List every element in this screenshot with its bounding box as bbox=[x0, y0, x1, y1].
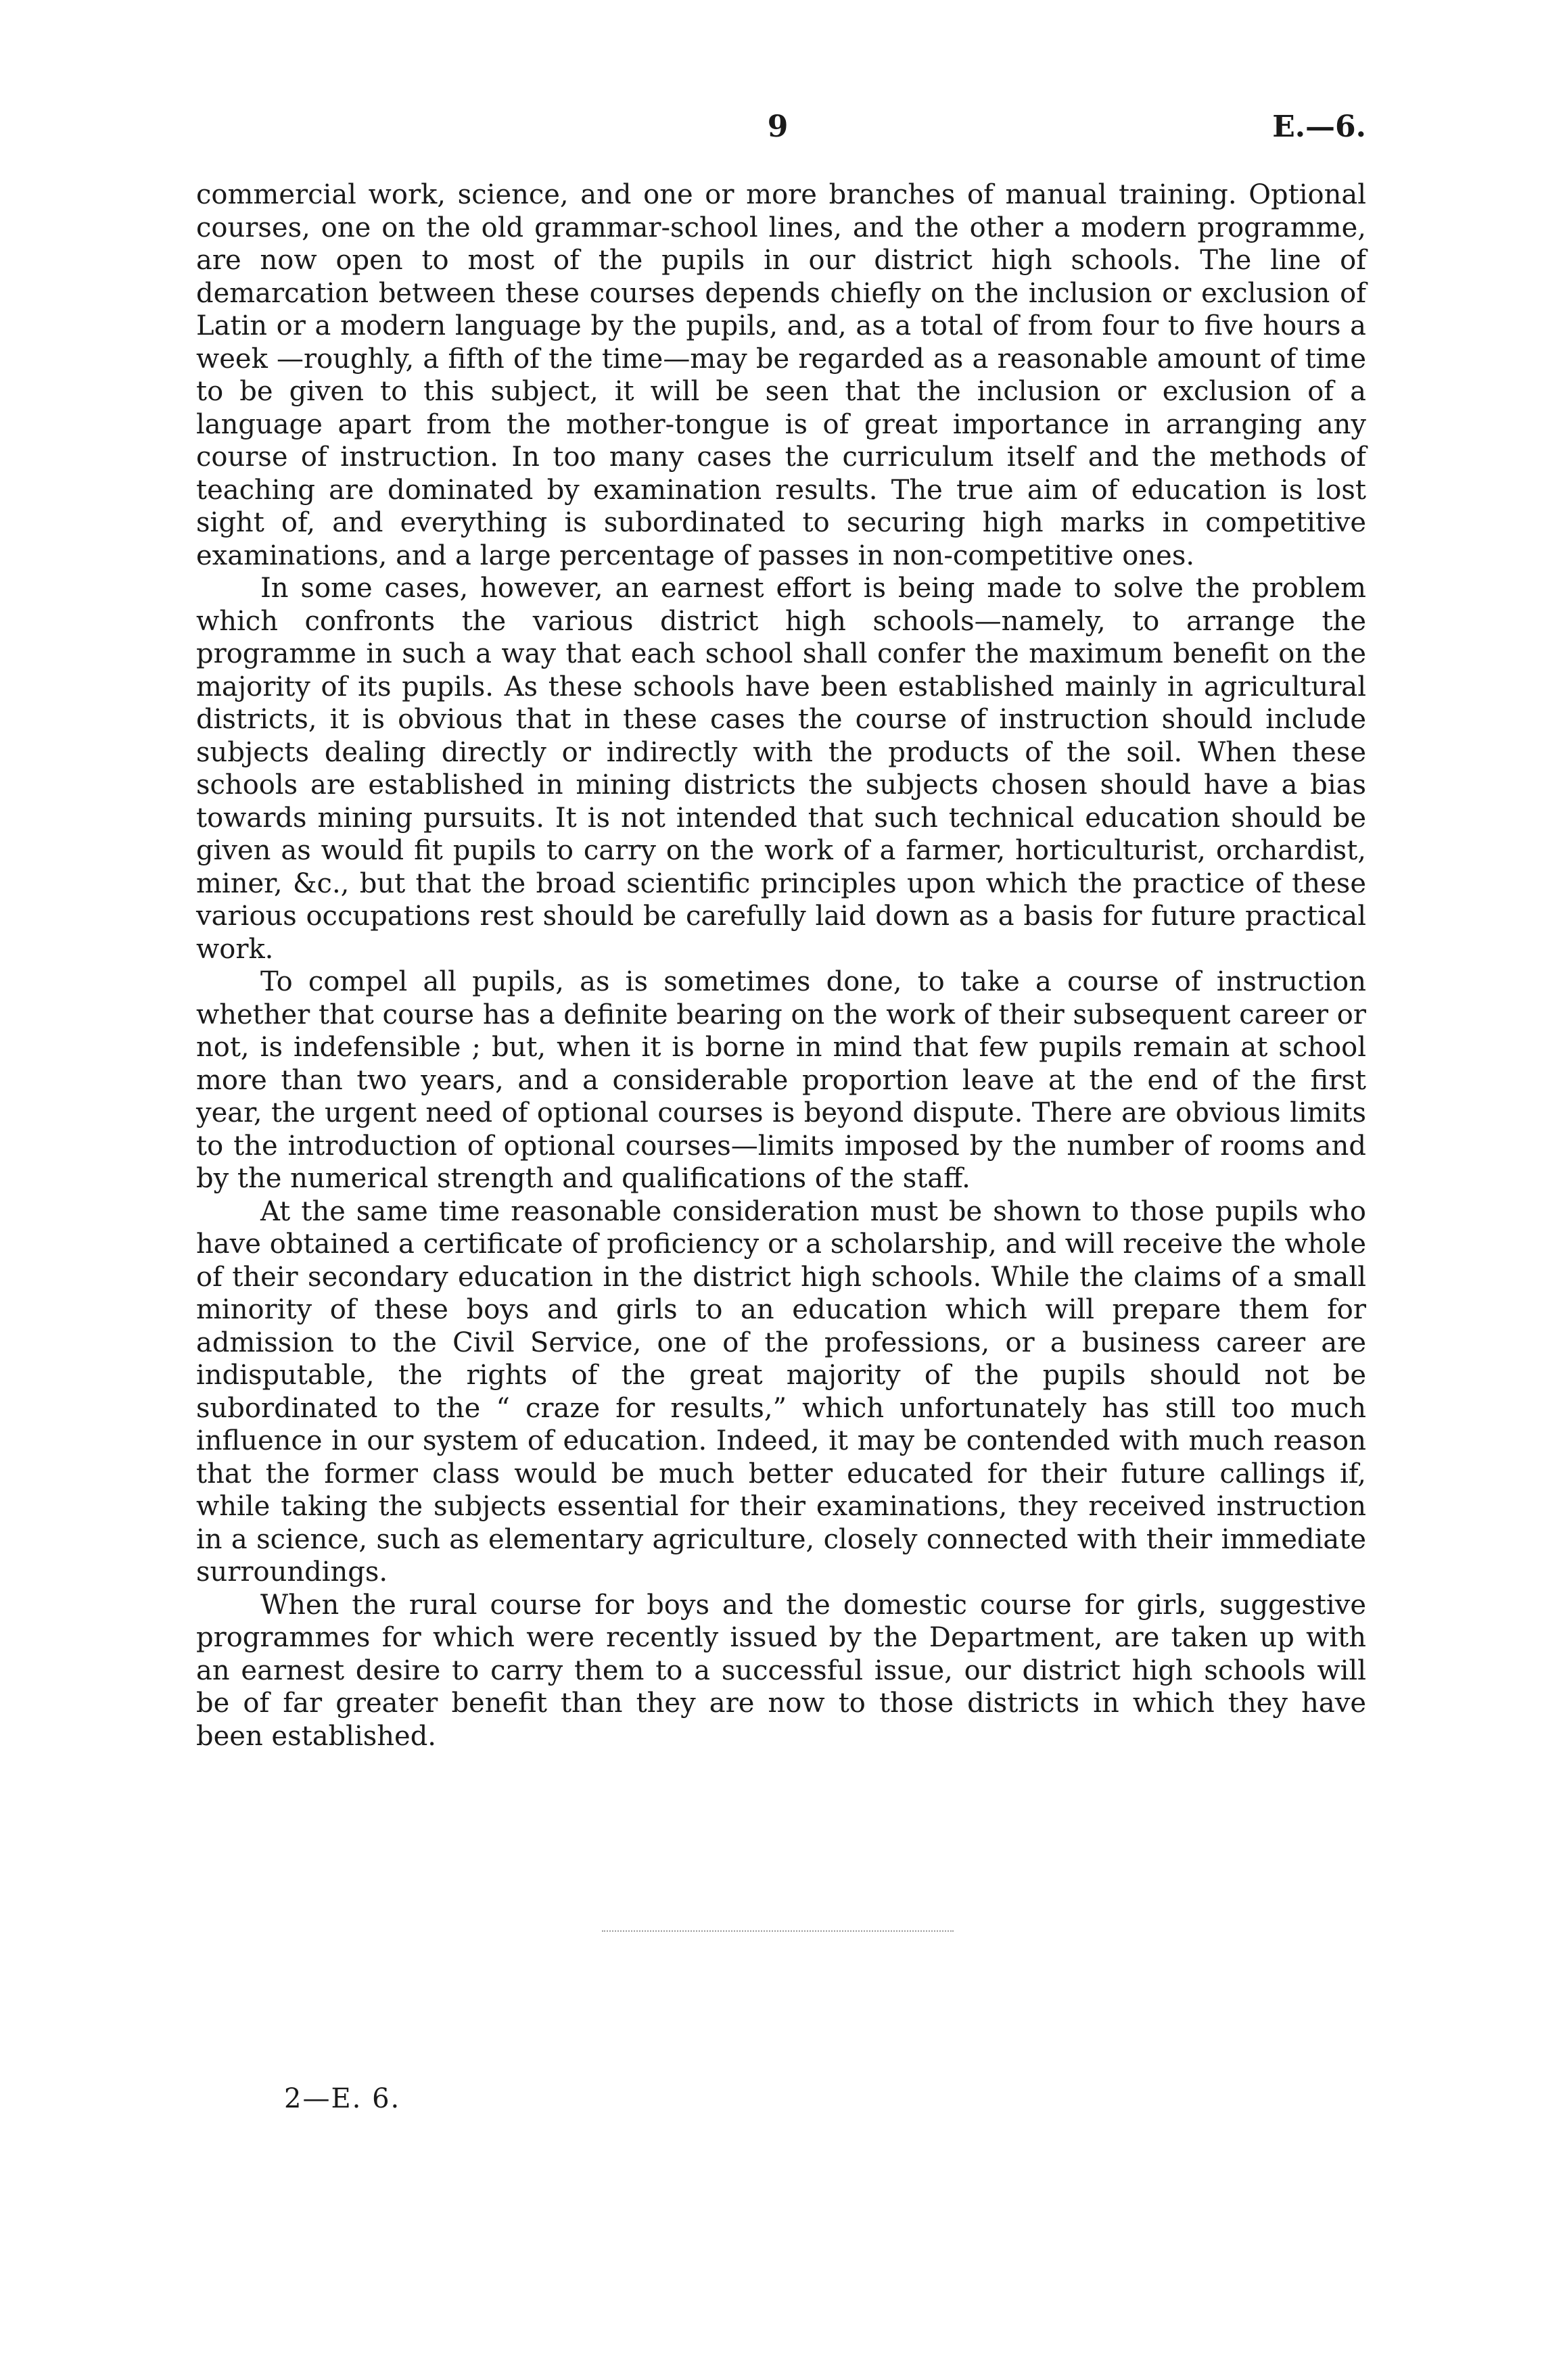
page-number: 9 bbox=[767, 110, 789, 144]
paragraph-3: To compel all pupils, as is sometimes done, to take a course of instruction whether that course has a definite bearing on the work of their subsequent career or not, is indefensible ; but, when it is borne in mind that few pupils remain at school more than two years, and a considerable proportion leave at the end of the first year, the urgent need of optional courses is beyond dispute. There are obvious limits to the introduction of optional courses—limits imposed by the number of rooms and by the numerical strength and qualifications of the staff. bbox=[196, 966, 1366, 1194]
paragraph-5: When the rural course for boys and the domestic course for girls, suggestive programmes for which were recently issued by the Department, are taken up with an earnest desire to carry them to a successful issue, our district high schools will be of far greater benefit than they are now to those districts in which they have been established. bbox=[196, 1589, 1366, 1752]
paragraph-2: In some cases, however, an earnest effort is being made to solve the problem which confronts the various district high schools—namely, to arrange the programme in such a way that each school shall confer the maximum benefit on the majority of its pupils. As these schools have been established mainly in agricultural districts, it is obvious that in these cases the course of instruction should include subjects dealing directly or indirectly with the products of the soil. When these schools are established in mining districts the subjects chosen should have a bias towards mining pursuits. It is not intended that such technical education should be given as would fit pupils to carry on the work of a farmer, horticulturist, orchardist, miner, &c., but that the broad scientific principles upon which the practice of these various occupations rest should be carefully laid down as a basis for future practical work. bbox=[196, 573, 1366, 965]
section-divider bbox=[602, 1930, 954, 1932]
body-text bbox=[196, 178, 1366, 1753]
document-series-reference: E.—6. bbox=[1272, 110, 1366, 144]
sheet-signature: 2—E. 6. bbox=[284, 2083, 401, 2114]
paragraph-1: commercial work, science, and one or more branches of manual training. Optional courses, one on the old grammar-school lines, and the other a modern programme, are now open to most of the pupils in our district high schools. The line of demarcation between these courses depends chiefly on the inclusion or exclusion of Latin or a modern language by the pupils, and, as a total of from four to five hours a week —roughly, a fifth of the time—may be regarded as a reasonable amount of time to be given to this subject, it will be seen that the inclusion or exclusion of a language apart from the mother-tongue is of great importance in arranging any course of instruction. In too many cases the curriculum itself and the methods of teaching are dominated by examination results. The true aim of education is lost sight of, and everything is subordinated to securing high marks in competitive examinations, and a large percentage of passes in non-competitive ones. bbox=[196, 179, 1366, 571]
paragraph-4: At the same time reasonable consideration must be shown to those pupils who have obtained a certificate of proficiency or a scholarship, and will receive the whole of their secondary education in the district high schools. While the claims of a small minority of these boys and girls to an education which will prepare them for admission to the Civil Service, one of the professions, or a business career are indisputable, the rights of the great majority of the pupils should not be subordinated to the “ craze for results,” which unfortunately has still too much influence in our system of education. Indeed, it may be contended with much reason that the former class would be much better educated for their future callings if, while taking the subjects essential for their examinations, they received instruction in a science, such as elementary agriculture, closely connected with their immediate surroundings. bbox=[196, 1195, 1366, 1588]
